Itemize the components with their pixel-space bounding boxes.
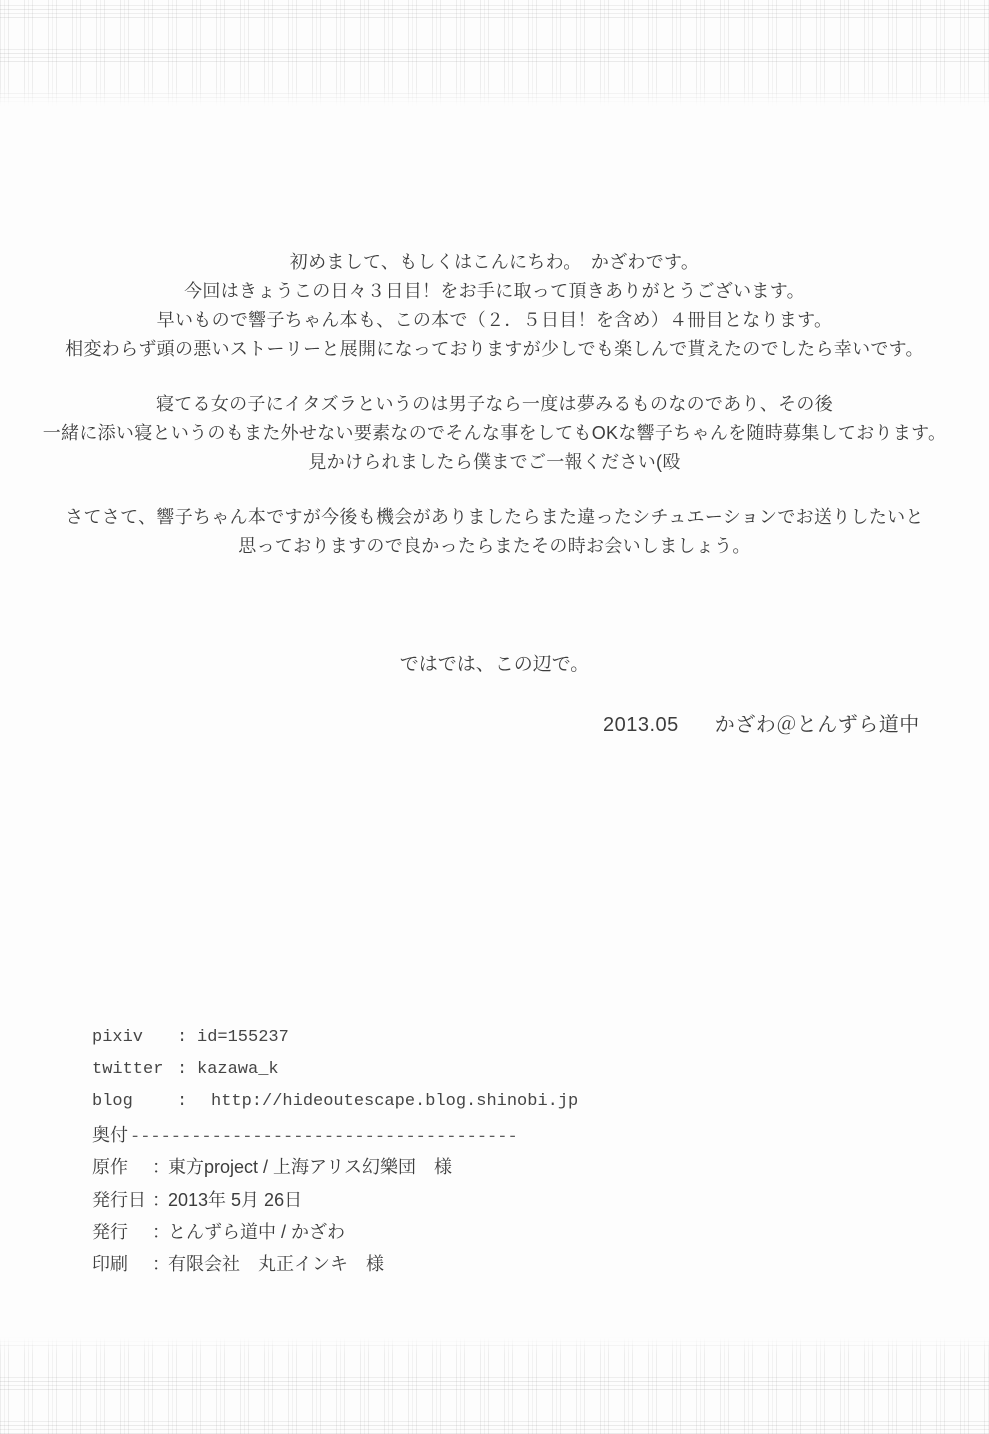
blog-url: http://hideoutescape.blog.shinobi.jp [211, 1092, 579, 1111]
original-work-row [92, 1153, 452, 1179]
publisher-value: とんずら道中 / かざわ [168, 1222, 346, 1242]
signature-date: 2013.05 [603, 714, 679, 736]
colon-separator: ： [152, 1254, 170, 1274]
colon-separator: : [177, 1060, 188, 1079]
blog-label: blog [92, 1092, 133, 1111]
pixiv-label: pixiv [92, 1028, 144, 1047]
publisher-row [92, 1218, 345, 1244]
twitter-handle: kazawa_k [197, 1060, 279, 1079]
signature-name: かざわ＠とんずら道中 [714, 714, 920, 736]
signature [603, 708, 920, 737]
closing-line: ではでは、この辺で。 [399, 654, 590, 675]
plaid-border-top [0, 0, 989, 106]
afterword-line: 早いもので響子ちゃん本も、この本で（２．５日目！を含め）４冊目となります。 [156, 310, 833, 330]
printer-label: 印刷 [92, 1254, 128, 1274]
colophon-divider [92, 1121, 518, 1147]
printer-value: 有限会社 丸正インキ 様 [168, 1254, 384, 1274]
publisher-label: 発行 [92, 1222, 128, 1242]
original-work-label: 原作 [92, 1157, 128, 1177]
colon-separator: : [177, 1028, 188, 1047]
afterword-paragraph-2 [0, 390, 989, 477]
original-work-value: 東方project / 上海アリス幻樂団 様 [168, 1157, 452, 1177]
blog-row [92, 1092, 578, 1111]
pixiv-id: id=155237 [197, 1028, 289, 1047]
afterword-line: 一緒に添い寝というのもまた外せない要素なのでそんな事をしてもOKな響子ちゃんを随時募集しております。 [42, 423, 947, 443]
publish-date-label: 発行日 [92, 1190, 146, 1210]
publish-date-value: 2013年 5月 26日 [168, 1190, 303, 1210]
twitter-row [92, 1060, 279, 1079]
afterword-line: 思っておりますので良かったらまたその時お会いしましょう。 [238, 536, 751, 556]
colon-separator: ： [152, 1222, 170, 1242]
twitter-label: twitter [92, 1060, 164, 1079]
publish-date-row [92, 1186, 302, 1212]
colon-separator: ： [152, 1157, 170, 1177]
afterword-paragraph-1 [0, 248, 989, 364]
afterword-line: 初めまして、もしくはこんにちわ。 かざわです。 [289, 252, 700, 272]
colon-separator: : [177, 1092, 188, 1111]
plaid-border-bottom [0, 1337, 989, 1434]
colon-separator: ： [152, 1190, 170, 1210]
afterword-line: 寝てる女の子にイタズラというのは男子なら一度は夢みるものなのであり、その後 [155, 394, 834, 414]
printer-row [92, 1250, 384, 1276]
afterword-line: 見かけられましたら僕までご一報ください(殴 [308, 452, 681, 472]
afterword-line: 今回はきょうこの日々３日目！をお手に取って頂きありがとうございます。 [184, 281, 805, 301]
afterword-line: 相変わらず頭の悪いストーリーと展開になっておりますが少しでも楽しんで貰えたのでしたら幸いです。 [65, 339, 924, 359]
pixiv-row [92, 1028, 289, 1047]
afterword-line: さてさて、響子ちゃん本ですが今後も機会がありましたらまた違ったシチュエーションでお送りしたいと [65, 507, 924, 527]
colophon-heading: 奥付 [92, 1125, 128, 1145]
afterword-paragraph-3 [0, 503, 989, 561]
divider-dashes: -------------------------------------- [130, 1128, 518, 1147]
